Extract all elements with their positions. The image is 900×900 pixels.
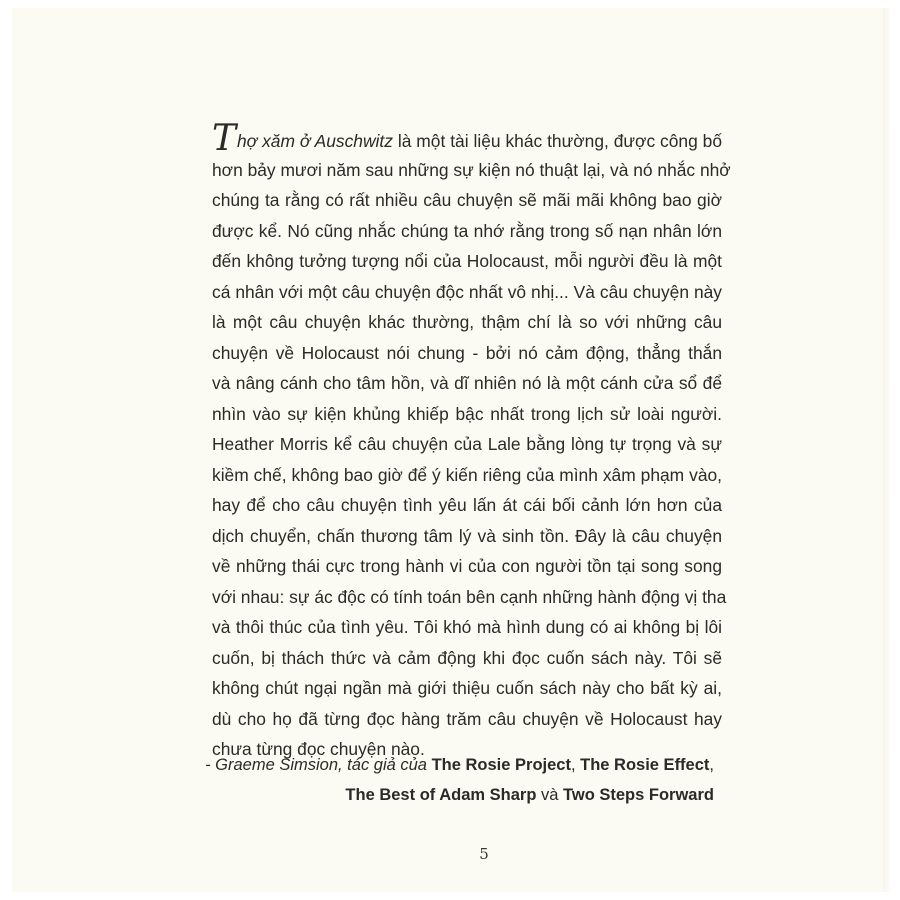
- attribution-author: - Graeme Simsion, tác giả của: [205, 756, 427, 774]
- page-number: 5: [479, 845, 489, 863]
- book-title: Two Steps Forward: [563, 786, 714, 804]
- text-line: dịch chuyển, chấn thương tâm lý và sinh tồn. Đây là câu chuyện: [212, 525, 722, 546]
- text-line: kiềm chế, không bao giờ để ý kiến riêng của mình xâm phạm vào,: [212, 464, 722, 485]
- text-line: chưa từng đọc chuyện nào.: [212, 739, 425, 759]
- book-title-italic: hợ xăm ở Auschwitz: [237, 131, 393, 151]
- drop-cap: T: [212, 118, 237, 159]
- book-title: The Rosie Project: [431, 756, 571, 774]
- text-line: là một câu chuyện khác thường, thậm chí là so với những câu: [212, 312, 722, 332]
- text-line: dù cho họ đã từng đọc hàng trăm câu chuyện về Holocaust hay: [212, 708, 722, 729]
- separator: ,: [570, 756, 581, 774]
- text-line: chúng ta rằng có rất nhiều câu chuyện sẽ mãi mãi không bao giờ: [212, 190, 722, 210]
- text-line: hay để cho câu chuyện tình yêu lấn át cái bối cảnh lớn hơn của: [212, 495, 722, 515]
- text-line: với nhau: sự ác độc có tính toán bên cạnh những hành động vị tha: [212, 586, 727, 607]
- text-line: cá nhân với một câu chuyện độc nhất vô nhị... Và câu chuyện này: [212, 281, 722, 302]
- conjunction: và: [536, 786, 564, 804]
- body-paragraph: [212, 118, 731, 765]
- text-line: về những thái cực trong hành vi của con người tồn tại song song: [212, 556, 722, 576]
- text-line: Heather Morris kể câu chuyện của Lale bằng lòng tự trọng và sự: [212, 434, 722, 454]
- first-line-text: là một tài liệu khác thường, được công bố: [397, 131, 723, 151]
- text-line: [212, 118, 723, 159]
- text-line: được kể. Nó cũng nhắc chúng ta nhớ rằng trong số nạn nhân lớn: [212, 220, 722, 241]
- attribution: [154, 750, 714, 810]
- text-line: và nâng cánh cho tâm hồn, và dĩ nhiên nó là một cánh cửa sổ để: [212, 373, 722, 393]
- separator: ,: [709, 756, 714, 774]
- book-title: The Rosie Effect: [580, 756, 710, 774]
- attribution-line-2: [154, 780, 714, 810]
- attribution-line-1: [154, 750, 714, 780]
- text-line: chuyện về Holocaust nói chung - bởi nó cảm động, thẳng thắn: [212, 342, 722, 363]
- text-line: nhìn vào sự kiện khủng khiếp bậc nhất trong lịch sử loài người.: [212, 403, 722, 424]
- text-line: và thôi thúc của tình yêu. Tôi khó mà hình dung có ai không bị lôi: [212, 617, 722, 637]
- book-title: The Best of Adam Sharp: [345, 786, 537, 804]
- text-line: không chút ngại ngần mà giới thiệu cuốn sách này cho bất kỳ ai,: [212, 678, 722, 698]
- text-line: cuốn, bị thách thức và cảm động khi đọc cuốn sách này. Tôi sẽ: [212, 647, 722, 668]
- text-line: đến không tưởng tượng nổi của Holocaust, mỗi người đều là một: [212, 251, 722, 271]
- page-edge-shadow: [883, 8, 890, 892]
- text-line: hơn bảy mươi năm sau những sự kiện nó thuật lại, và nó nhắc nhở: [212, 159, 731, 180]
